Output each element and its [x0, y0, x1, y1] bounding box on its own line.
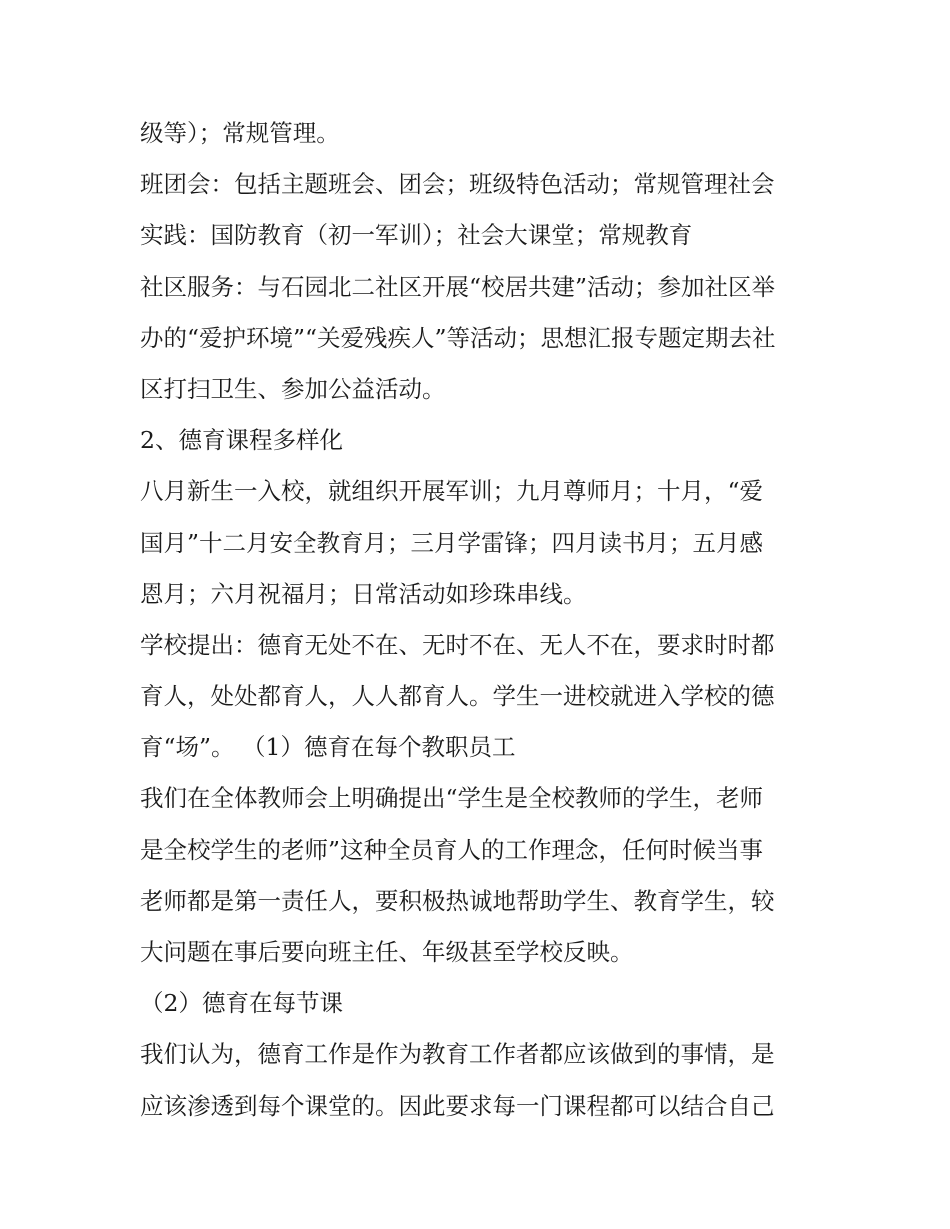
text-line: 大问题在事后要向班主任、年级甚至学校反映。 [140, 938, 634, 966]
text-line: 我们认为，德育工作是作为教育工作者都应该做到的事情，是 [140, 1040, 775, 1069]
text-line: 班团会：包括主题班会、团会；班级特色活动；常规管理社会 [140, 170, 775, 199]
text-line: 国月”十二月安全教育月；三月学雷锋；四月读书月；五月感 [140, 528, 764, 557]
text-line: 八月新生一入校，就组织开展军训；九月尊师月；十月，“爱 [140, 477, 764, 506]
text-line: 恩月；六月祝福月；日常活动如珍珠串线。 [140, 579, 587, 608]
text-line: 老师都是第一责任人，要积极热诚地帮助学生、教育学生，较 [140, 886, 775, 915]
text-line: 我们在全体教师会上明确提出“学生是全校教师的学生，老师 [140, 784, 764, 813]
text-line: 级等）；常规管理。 [140, 119, 340, 147]
subsection-heading: （2）德育在每节课 [140, 989, 343, 1018]
text-line: 社区服务：与石园北二社区开展“校居共建”活动；参加社区举 [140, 272, 776, 301]
text-line: 是全校学生的老师”这种全员育人的工作理念，任何时候当事 [140, 835, 764, 864]
text-line: 应该渗透到每个课堂的。因此要求每一门课程都可以结合自己 [140, 1091, 775, 1120]
text-line: 实践：国防教育（初一军训）；社会大课堂；常规教育 [140, 221, 693, 250]
section-heading: 2、德育课程多样化 [140, 426, 343, 455]
text-line: 育“场”。 （1）德育在每个教职员工 [140, 733, 516, 762]
text-line: 办的“爱护环境”“关爱残疾人”等活动；思想汇报专题定期去社 [140, 323, 776, 352]
document-body [140, 108, 820, 1132]
text-line: 学校提出：德育无处不在、无时不在、无人不在，要求时时都 [140, 630, 775, 659]
text-line: 育人，处处都育人，人人都育人。学生一进校就进入学校的德 [140, 682, 775, 711]
text-line: 区打扫卫生、参加公益活动。 [140, 374, 446, 403]
